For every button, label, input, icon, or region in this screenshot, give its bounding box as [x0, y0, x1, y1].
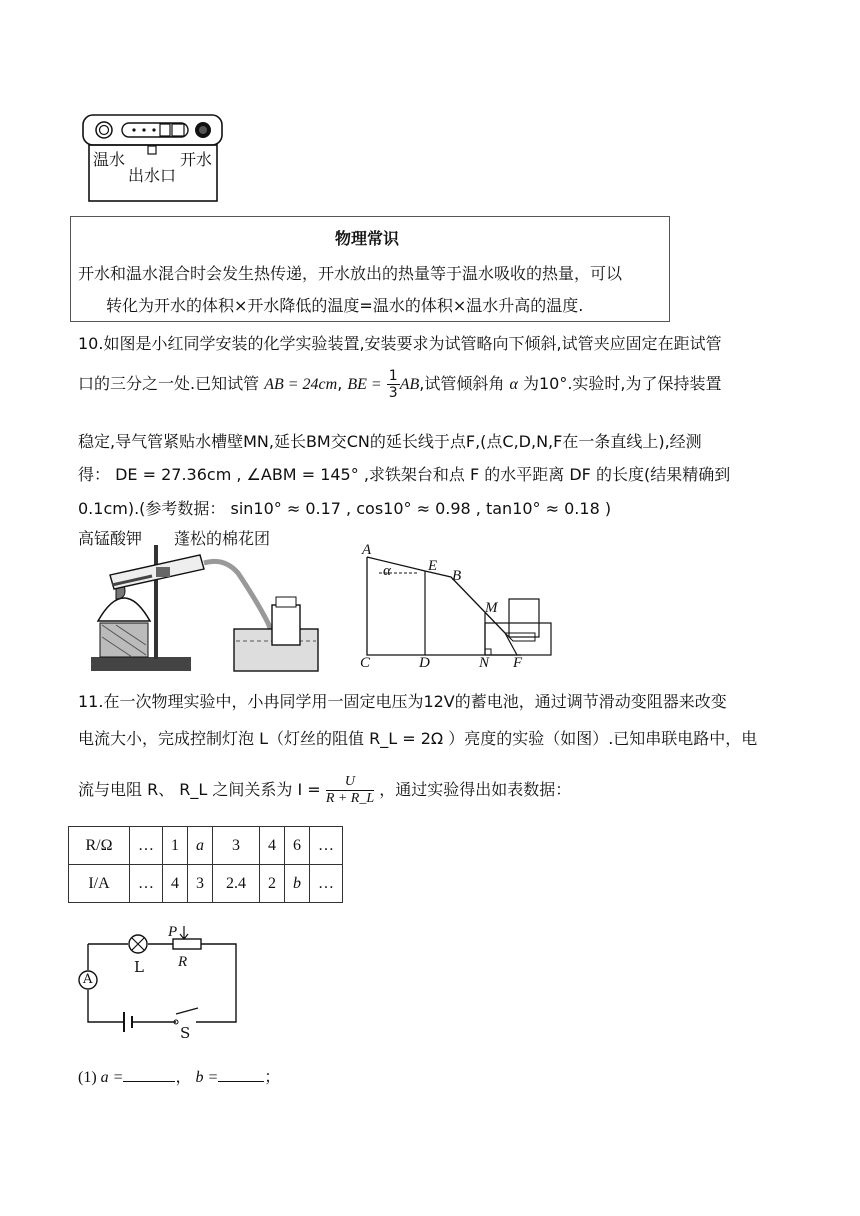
geo-label-alpha: α [383, 563, 391, 579]
table-cell: 2 [260, 865, 285, 903]
q10-be-tail: AB [399, 376, 420, 393]
q11-sub-1-a: a = [100, 1069, 124, 1086]
circuit-label-S: S [180, 1024, 191, 1042]
q11-line-1: 11.在一次物理实验中，小冉同学用一固定电压为12V的蓄电池，通过调节滑动变阻器来改变 [78, 692, 727, 711]
table-cell: 4 [260, 827, 285, 865]
potassium-permanganate-label: 高锰酸钾 [78, 529, 143, 548]
q10-line-2-c: 为10°.实验时,为了保持装置 [522, 374, 722, 393]
table-cell: … [130, 827, 163, 865]
ammeter-label-A: A [83, 972, 93, 987]
q10-line-4: 得： DE = 27.36cm , ∠ABM = 145° ,求铁架台和点 F 的水平距离 DF 的长度(结果精确到 [78, 465, 731, 484]
q10-line-2: 口的三分之一处.已知试管 AB = 24cm, BE = $\frac{1}{3}$ AB,试管倾斜角 α 为10°.实验时,为了保持装置 [78, 368, 722, 401]
q10-alpha: α [509, 376, 518, 393]
q11-line-3 [78, 774, 571, 807]
q10-line-5: 0.1cm).(参考数据： sin10° ≈ 0.17 , cos10° ≈ 0.98 , tan10° ≈ 0.18 ) [78, 499, 612, 518]
answer-blank-b[interactable] [218, 1067, 264, 1082]
table-cell: 3 [188, 865, 213, 903]
answer-blank-a[interactable] [123, 1067, 175, 1082]
q11-sub-1-b: b = [195, 1069, 219, 1086]
table-cell: … [310, 865, 343, 903]
q10-ab-eq: AB = 24cm [264, 376, 338, 393]
lab-apparatus-drawing [86, 545, 326, 675]
geo-label-N: N [479, 655, 490, 671]
table-cell: a [188, 827, 213, 865]
tip-title: 物理常识 [335, 229, 400, 248]
table-cell: 6 [285, 827, 310, 865]
circuit-label-P: P [168, 924, 178, 940]
q10-frac-num: 1 [388, 368, 398, 384]
q11-sub-1-end: ； [264, 1069, 281, 1086]
q11-line-2: 电流大小，完成控制灯泡 L（灯丝的阻值 R_L = 2Ω ）亮度的实验（如图）.已知串联电路中，电 [78, 729, 758, 748]
warm-water-label: 温水 [93, 150, 126, 169]
circuit-label-L: L [134, 958, 144, 976]
q11-sub-1 [78, 1064, 280, 1087]
q10-line-1: 10.如图是小红同学安装的化学实验装置,安装要求为试管略向下倾斜,试管夹应固定在距试管 [78, 334, 722, 353]
circuit-diagram [76, 924, 241, 1036]
geo-label-E: E [428, 558, 438, 574]
q10-be-eq: BE = [347, 376, 382, 393]
q10-line-3: 稳定,导气管紧贴水槽壁MN,延长BM交CN的延长线于点F,(点C,D,N,F在一条直线上),经测 [78, 432, 702, 451]
table-row [69, 827, 343, 865]
tip-line-2: 转化为开水的体积×开水降低的温度=温水的体积×温水升高的温度. [106, 296, 584, 315]
table-cell: … [130, 865, 163, 903]
cotton-label: 蓬松的棉花团 [174, 529, 271, 548]
tip-line-1: 开水和温水混合时会发生热传递，开水放出的热量等于温水吸收的热量，可以 [78, 264, 623, 283]
geo-label-D: D [419, 655, 430, 671]
q11-frac-num: U [326, 774, 374, 791]
q11-sub-1-prefix: (1) [78, 1069, 97, 1086]
q10-line-2-a: 口的三分之一处.已知试管 [78, 374, 260, 393]
table-cell: R/Ω [69, 827, 130, 865]
q11-line-3-a: 流与电阻 R、 R_L 之间关系为 I = [78, 780, 321, 799]
table-cell: 3 [213, 827, 260, 865]
geo-label-F: F [513, 655, 523, 671]
table-cell: 2.4 [213, 865, 260, 903]
geo-label-C: C [360, 655, 371, 671]
q11-frac-den: R + R_L [325, 791, 375, 806]
table-cell: 4 [163, 865, 188, 903]
q10-line-2-b: ,试管倾斜角 [419, 374, 505, 393]
circuit-label-R: R [178, 954, 188, 970]
q11-line-3-b: ，通过实验得出如表数据： [379, 780, 572, 799]
geo-label-B: B [452, 568, 462, 584]
hot-water-label: 开水 [180, 150, 213, 169]
q10-frac-den: 3 [388, 385, 398, 401]
q11-sub-1-sep: ， [175, 1069, 192, 1086]
table-row [69, 865, 343, 903]
q11-fraction [326, 774, 374, 807]
table-cell: b [285, 865, 310, 903]
table-cell: 1 [163, 827, 188, 865]
outlet-label: 出水口 [128, 166, 177, 185]
table-cell: … [310, 827, 343, 865]
geo-label-M: M [485, 600, 498, 616]
geo-label-A: A [362, 542, 372, 558]
table-cell: I/A [69, 865, 130, 903]
q10-fraction [387, 368, 400, 401]
data-table [68, 826, 343, 903]
